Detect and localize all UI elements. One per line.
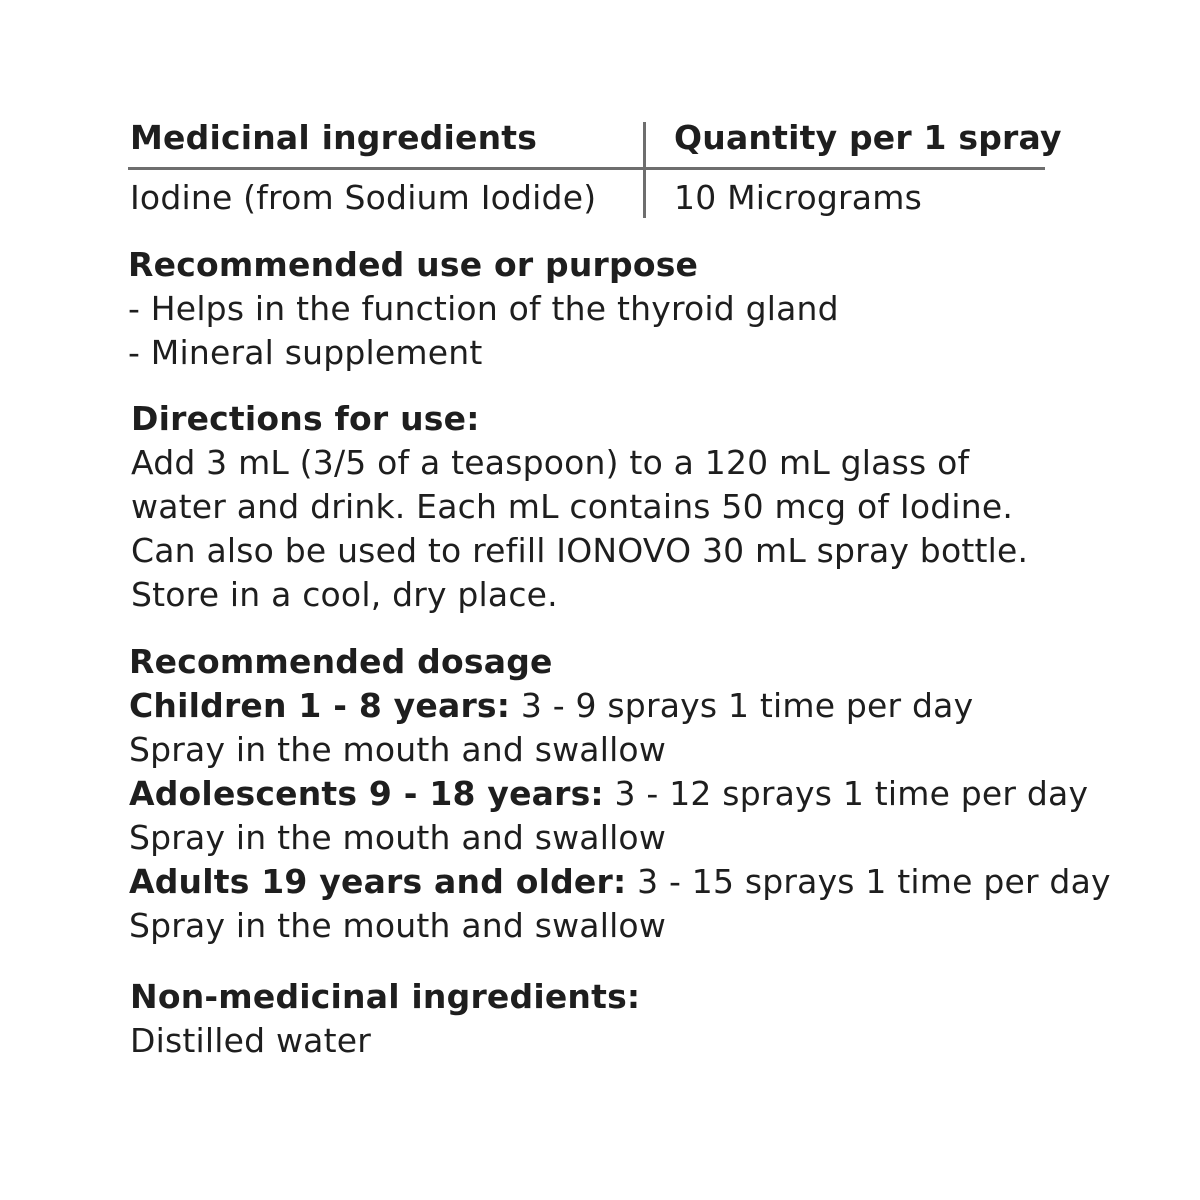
directions-heading: Directions for use:: [131, 399, 480, 438]
table-header-ingredients: Medicinal ingredients: [130, 118, 538, 157]
dosage-note: Spray in the mouth and swallow: [129, 906, 667, 945]
dosage-amount: 3 - 12 sprays 1 time per day: [603, 774, 1089, 813]
dosage-row-adolescents: [129, 772, 1111, 816]
purpose-heading: Recommended use or purpose: [128, 245, 699, 284]
non-medicinal-value: Distilled water: [130, 1021, 371, 1060]
table-header-quantity: Quantity per 1 spray: [674, 118, 1062, 157]
table-column-divider: [643, 122, 646, 218]
non-medicinal-section: [130, 975, 640, 1063]
dosage-amount: 3 - 9 sprays 1 time per day: [510, 686, 974, 725]
non-medicinal-heading: Non-medicinal ingredients:: [130, 977, 641, 1016]
directions-line: Store in a cool, dry place.: [131, 575, 558, 614]
purpose-line: - Mineral supplement: [128, 333, 483, 372]
table-cell-quantity: 10 Micrograms: [674, 178, 922, 217]
dosage-heading: Recommended dosage: [129, 642, 553, 681]
dosage-label: Adults 19 years and older:: [129, 862, 627, 901]
dosage-row-children: [129, 684, 1111, 728]
directions-line: Can also be used to refill IONOVO 30 mL spray bottle.: [131, 531, 1029, 570]
directions-line: water and drink. Each mL contains 50 mcg of Iodine.: [131, 487, 1014, 526]
table-cell-ingredient: Iodine (from Sodium Iodide): [130, 178, 597, 217]
dosage-note: Spray in the mouth and swallow: [129, 818, 667, 857]
purpose-section: [128, 243, 839, 375]
dosage-row-adults: [129, 860, 1111, 904]
dosage-section: [129, 640, 1111, 948]
directions-section: [131, 397, 1028, 617]
dosage-label: Children 1 - 8 years:: [129, 686, 511, 725]
dosage-amount: 3 - 15 sprays 1 time per day: [626, 862, 1111, 901]
dosage-label: Adolescents 9 - 18 years:: [129, 774, 604, 813]
dosage-note: Spray in the mouth and swallow: [129, 730, 667, 769]
table-header-rule: [128, 167, 1045, 170]
purpose-line: - Helps in the function of the thyroid gland: [128, 289, 839, 328]
directions-line: Add 3 mL (3/5 of a teaspoon) to a 120 mL glass of: [131, 443, 970, 482]
